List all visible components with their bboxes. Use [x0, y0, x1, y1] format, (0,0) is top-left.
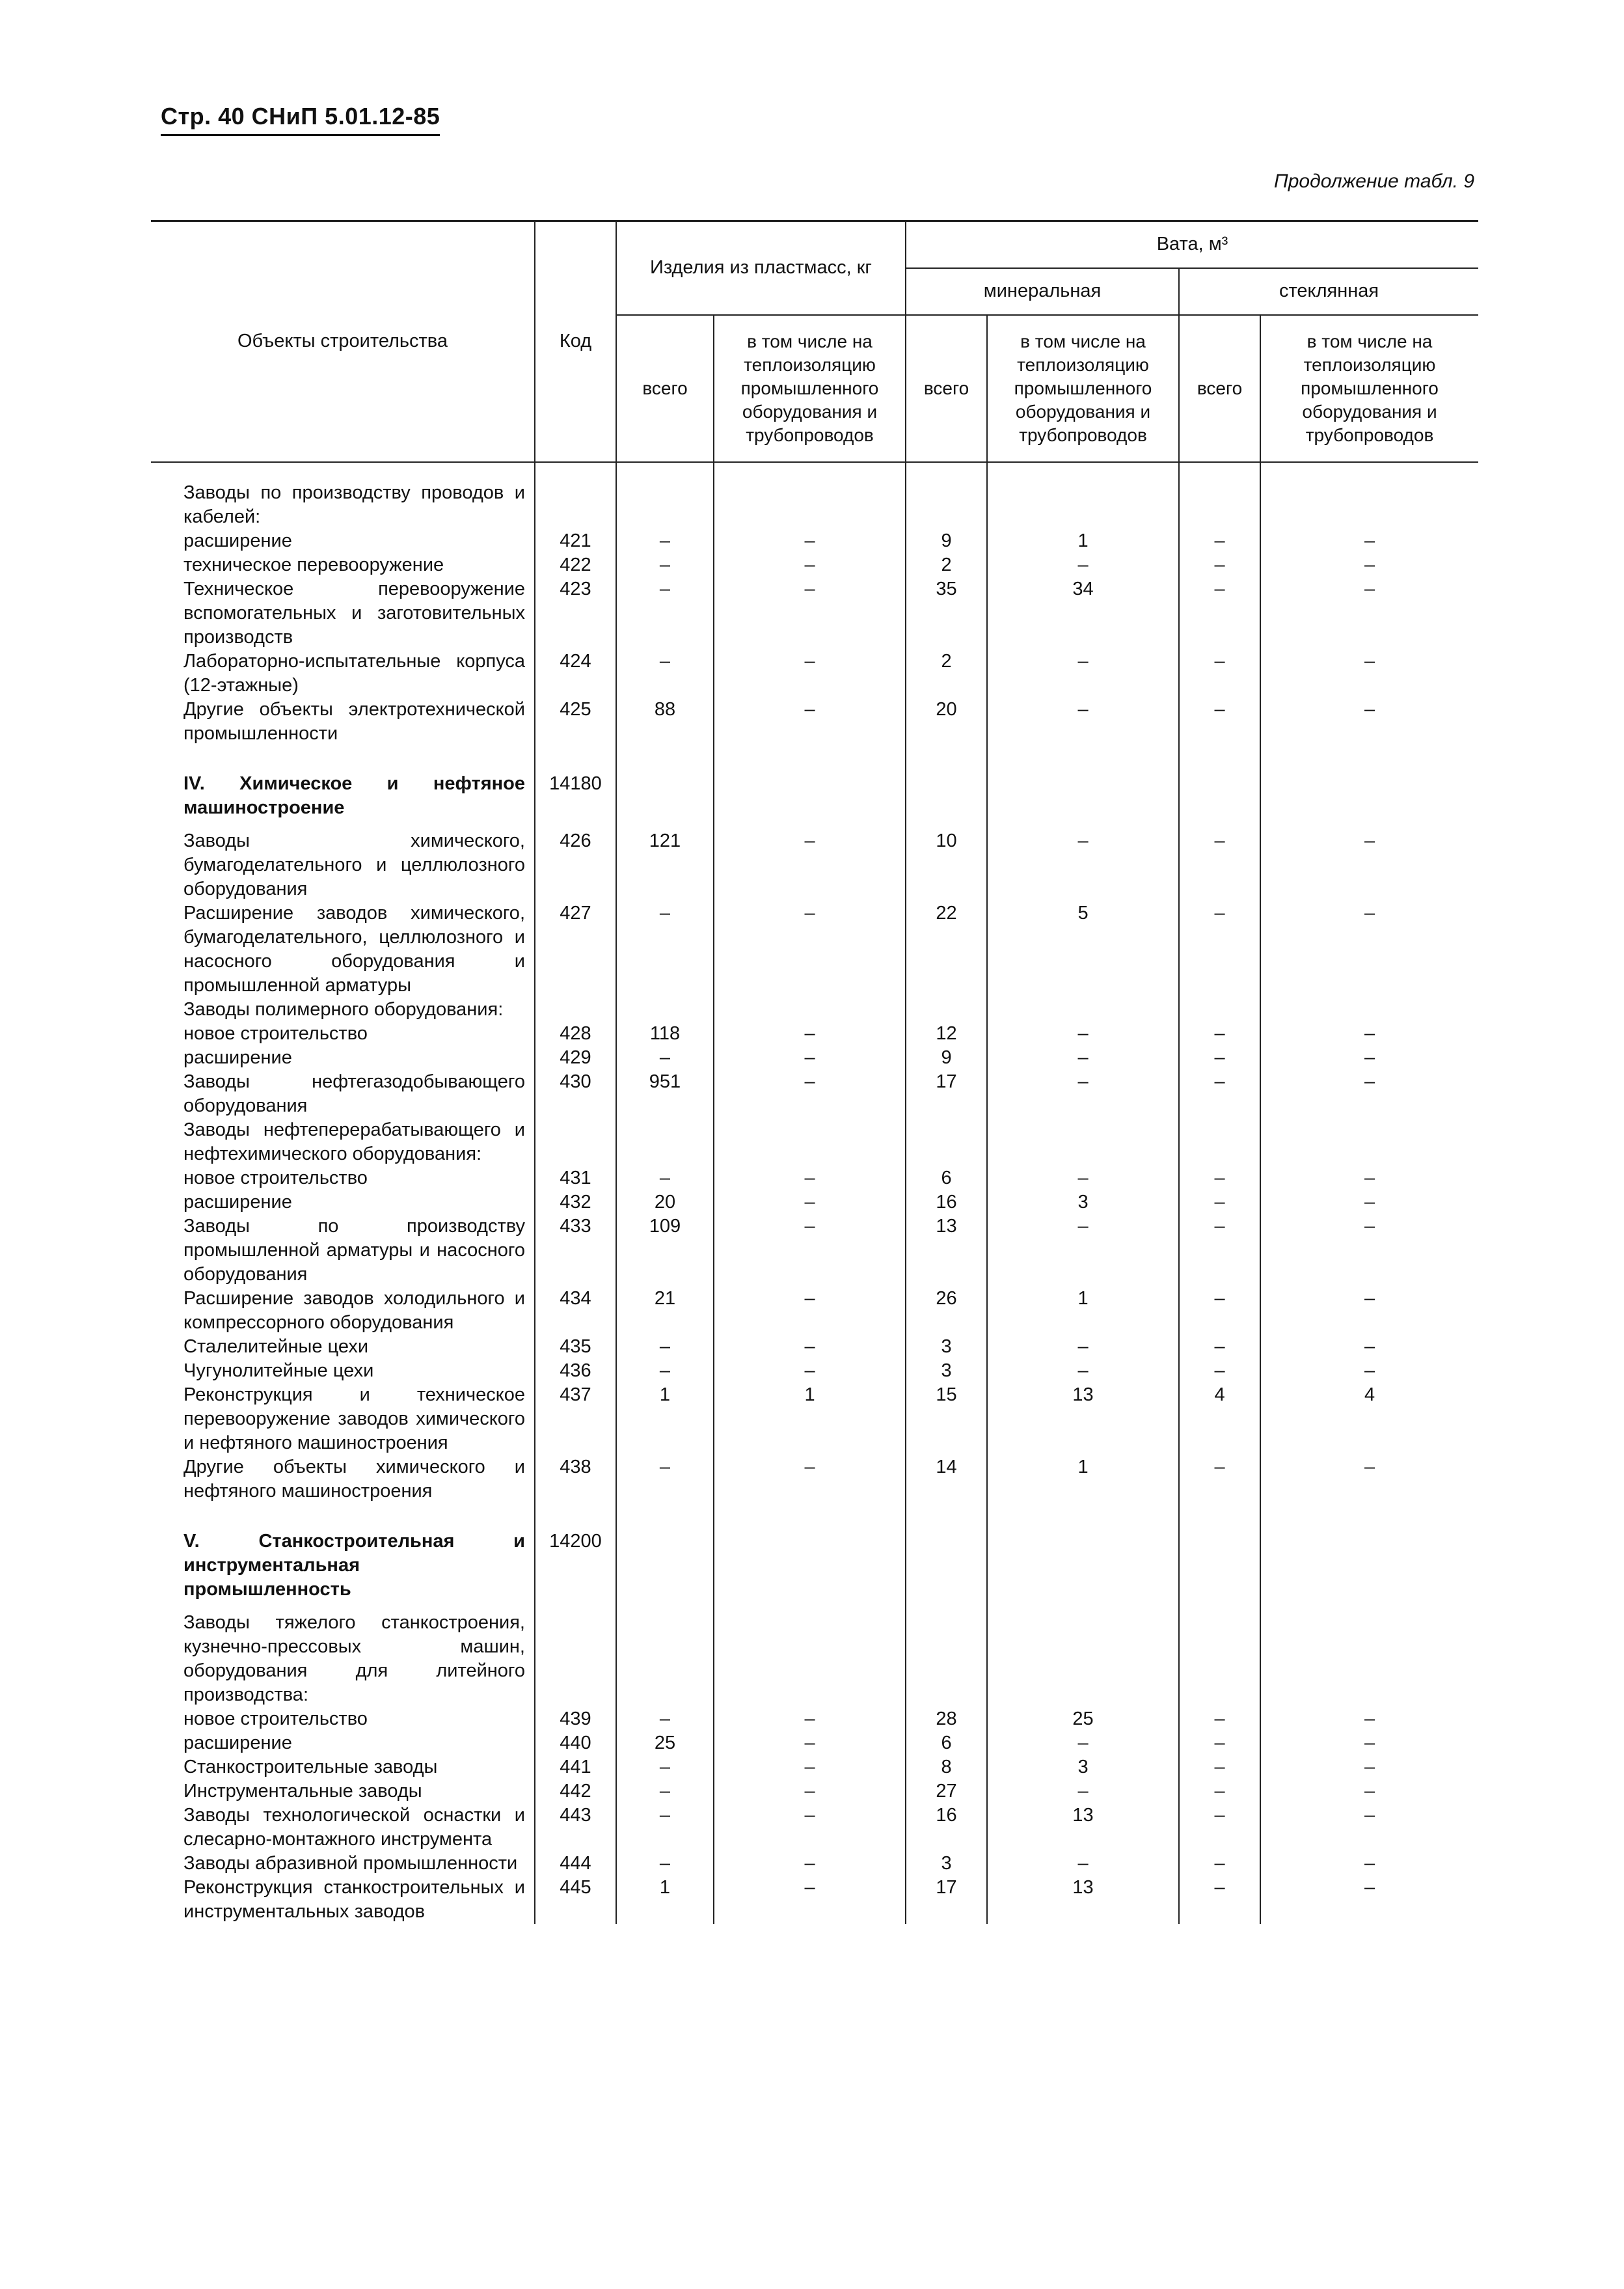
- mineral-including-cell: –: [987, 1022, 1179, 1046]
- glass-total-cell: –: [1179, 1214, 1260, 1287]
- table-row: [151, 1166, 1478, 1190]
- section-title: V. Станкостроительная и инструментальная промышленность: [183, 1530, 525, 1600]
- object-name: Другие объекты химического и нефтяного машиностроения: [183, 1456, 525, 1501]
- glass-total-cell: [1179, 1611, 1260, 1707]
- mineral-total-cell: 12: [906, 1022, 987, 1046]
- mineral-including-cell: –: [987, 829, 1179, 901]
- mineral-including-cell: [987, 746, 1179, 829]
- table-row: [151, 1359, 1478, 1383]
- plastics-including-cell: [714, 1503, 906, 1611]
- mineral-including-cell: 34: [987, 577, 1179, 650]
- object-name: Инструментальные заводы: [183, 1780, 422, 1802]
- plastics-total-cell: –: [616, 1359, 714, 1383]
- mineral-total-cell: 3: [906, 1359, 987, 1383]
- code-cell: 424: [535, 650, 616, 698]
- glass-total-cell: –: [1179, 577, 1260, 650]
- plastics-total-cell: 118: [616, 1022, 714, 1046]
- mineral-including-cell: 13: [987, 1876, 1179, 1924]
- glass-total-cell: –: [1179, 1287, 1260, 1335]
- mineral-total-cell: 6: [906, 1731, 987, 1755]
- object-name: Техническое перевооружение вспомогательных и заготовительных производств: [183, 578, 525, 648]
- plastics-including-cell: –: [714, 1335, 906, 1359]
- code-cell: 439: [535, 1707, 616, 1731]
- section-row: [151, 746, 1478, 829]
- mineral-including-cell: –: [987, 1166, 1179, 1190]
- mineral-total-cell: 27: [906, 1779, 987, 1803]
- code-cell: 442: [535, 1779, 616, 1803]
- plastics-including-cell: –: [714, 1190, 906, 1214]
- glass-including-cell: –: [1260, 529, 1478, 553]
- section-title: IV. Химическое и нефтяное машиностроение: [183, 773, 525, 818]
- plastics-including-cell: –: [714, 1707, 906, 1731]
- object-name: Заводы по производству промышленной арматуры и насосного оборудования: [183, 1215, 525, 1285]
- glass-total-cell: –: [1179, 1455, 1260, 1503]
- code-cell: 437: [535, 1383, 616, 1455]
- table-row: [151, 1335, 1478, 1359]
- mineral-total-cell: 3: [906, 1335, 987, 1359]
- mineral-total-cell: 15: [906, 1383, 987, 1455]
- mineral-total-cell: [906, 462, 987, 529]
- mineral-total-cell: 16: [906, 1190, 987, 1214]
- object-name: Расширение заводов химического, бумагоделательного, целлюлозного и насосного оборудования и промышленной арматуры: [183, 902, 525, 996]
- glass-including-cell: –: [1260, 1731, 1478, 1755]
- plastics-total-cell: –: [616, 1707, 714, 1731]
- glass-including-cell: –: [1260, 553, 1478, 577]
- glass-total-cell: –: [1179, 1852, 1260, 1876]
- code-cell: [535, 1611, 616, 1707]
- table-row: [151, 1803, 1478, 1852]
- glass-total-cell: –: [1179, 901, 1260, 998]
- plastics-total-cell: 1: [616, 1383, 714, 1455]
- mineral-total-cell: 22: [906, 901, 987, 998]
- table-continuation-label: Продолжение табл. 9: [1274, 171, 1474, 192]
- code-cell: 14200: [535, 1503, 616, 1611]
- glass-including-cell: –: [1260, 1876, 1478, 1924]
- mineral-total-cell: 35: [906, 577, 987, 650]
- table-row: [151, 1731, 1478, 1755]
- glass-including-cell: [1260, 1118, 1478, 1166]
- mineral-total-cell: 20: [906, 698, 987, 746]
- header-plastics-including: в том числе на теплоизоляцию промышленного оборудования и трубопроводов: [714, 315, 906, 462]
- glass-total-cell: [1179, 1118, 1260, 1166]
- mineral-including-cell: [987, 1611, 1179, 1707]
- mineral-including-cell: –: [987, 698, 1179, 746]
- table-row: [151, 1287, 1478, 1335]
- mineral-including-cell: [987, 1503, 1179, 1611]
- code-cell: 434: [535, 1287, 616, 1335]
- mineral-including-cell: –: [987, 650, 1179, 698]
- plastics-total-cell: –: [616, 650, 714, 698]
- glass-total-cell: –: [1179, 553, 1260, 577]
- code-cell: 441: [535, 1755, 616, 1779]
- mineral-including-cell: 13: [987, 1803, 1179, 1852]
- mineral-total-cell: [906, 1503, 987, 1611]
- table-row: [151, 1046, 1478, 1070]
- object-name: Реконструкция станкостроительных и инструментальных заводов: [183, 1876, 525, 1922]
- object-name: новое строительство: [183, 1167, 368, 1188]
- table-row: [151, 1611, 1478, 1707]
- plastics-total-cell: –: [616, 1852, 714, 1876]
- plastics-total-cell: 25: [616, 1731, 714, 1755]
- table-row: [151, 1022, 1478, 1046]
- glass-total-cell: –: [1179, 1731, 1260, 1755]
- code-cell: 423: [535, 577, 616, 650]
- mineral-including-cell: 3: [987, 1190, 1179, 1214]
- mineral-including-cell: –: [987, 1731, 1179, 1755]
- plastics-total-cell: –: [616, 1335, 714, 1359]
- mineral-including-cell: –: [987, 1852, 1179, 1876]
- glass-including-cell: –: [1260, 901, 1478, 998]
- glass-including-cell: [1260, 1611, 1478, 1707]
- plastics-total-cell: –: [616, 1166, 714, 1190]
- code-cell: 430: [535, 1070, 616, 1118]
- mineral-total-cell: 26: [906, 1287, 987, 1335]
- mineral-total-cell: 17: [906, 1876, 987, 1924]
- plastics-including-cell: –: [714, 1455, 906, 1503]
- mineral-including-cell: –: [987, 1214, 1179, 1287]
- plastics-total-cell: 20: [616, 1190, 714, 1214]
- mineral-total-cell: 17: [906, 1070, 987, 1118]
- table-row: [151, 1779, 1478, 1803]
- code-cell: 431: [535, 1166, 616, 1190]
- mineral-including-cell: –: [987, 1779, 1179, 1803]
- mineral-including-cell: 1: [987, 1455, 1179, 1503]
- plastics-including-cell: [714, 1118, 906, 1166]
- mineral-total-cell: [906, 998, 987, 1022]
- table-row: [151, 1707, 1478, 1731]
- object-name: Реконструкция и техническое перевооружение заводов химического и нефтяного машиностроения: [183, 1384, 525, 1453]
- table-row: [151, 1755, 1478, 1779]
- code-cell: 440: [535, 1731, 616, 1755]
- table-row: [151, 998, 1478, 1022]
- mineral-including-cell: –: [987, 1359, 1179, 1383]
- mineral-total-cell: [906, 1611, 987, 1707]
- table-row: [151, 1070, 1478, 1118]
- plastics-including-cell: –: [714, 1022, 906, 1046]
- glass-total-cell: [1179, 1503, 1260, 1611]
- code-cell: 444: [535, 1852, 616, 1876]
- plastics-including-cell: 1: [714, 1383, 906, 1455]
- glass-including-cell: –: [1260, 1455, 1478, 1503]
- table-row: [151, 1118, 1478, 1166]
- plastics-including-cell: –: [714, 1287, 906, 1335]
- object-name: Заводы полимерного оборудования:: [183, 998, 504, 1020]
- plastics-total-cell: –: [616, 901, 714, 998]
- table-row: [151, 577, 1478, 650]
- table-row: [151, 529, 1478, 553]
- code-cell: 425: [535, 698, 616, 746]
- glass-including-cell: –: [1260, 1779, 1478, 1803]
- code-cell: 429: [535, 1046, 616, 1070]
- object-name: Чугунолитейные цехи: [183, 1360, 374, 1381]
- plastics-including-cell: –: [714, 1779, 906, 1803]
- table-row: [151, 650, 1478, 698]
- glass-including-cell: –: [1260, 1287, 1478, 1335]
- code-cell: 436: [535, 1359, 616, 1383]
- mineral-total-cell: 10: [906, 829, 987, 901]
- glass-including-cell: [1260, 462, 1478, 529]
- plastics-total-cell: –: [616, 577, 714, 650]
- plastics-including-cell: –: [714, 1852, 906, 1876]
- glass-including-cell: –: [1260, 1070, 1478, 1118]
- code-cell: [535, 1118, 616, 1166]
- glass-total-cell: –: [1179, 1803, 1260, 1852]
- plastics-total-cell: –: [616, 529, 714, 553]
- header-code: Код: [535, 221, 616, 462]
- plastics-total-cell: [616, 746, 714, 829]
- object-name: новое строительство: [183, 1022, 368, 1044]
- glass-total-cell: –: [1179, 1022, 1260, 1046]
- mineral-total-cell: 9: [906, 529, 987, 553]
- glass-total-cell: –: [1179, 829, 1260, 901]
- glass-including-cell: –: [1260, 1803, 1478, 1852]
- plastics-total-cell: 21: [616, 1287, 714, 1335]
- table-row: [151, 1876, 1478, 1924]
- plastics-including-cell: –: [714, 901, 906, 998]
- glass-including-cell: –: [1260, 1707, 1478, 1731]
- code-cell: 14180: [535, 746, 616, 829]
- glass-including-cell: 4: [1260, 1383, 1478, 1455]
- table-row: [151, 1852, 1478, 1876]
- object-name: Заводы технологической оснастки и слесарно-монтажного инструмента: [183, 1804, 525, 1850]
- glass-total-cell: –: [1179, 698, 1260, 746]
- glass-including-cell: –: [1260, 1190, 1478, 1214]
- plastics-including-cell: –: [714, 1755, 906, 1779]
- table-row: [151, 1214, 1478, 1287]
- mineral-including-cell: –: [987, 1070, 1179, 1118]
- glass-including-cell: [1260, 746, 1478, 829]
- plastics-including-cell: –: [714, 529, 906, 553]
- table-row: [151, 901, 1478, 998]
- mineral-including-cell: [987, 1118, 1179, 1166]
- glass-total-cell: –: [1179, 1707, 1260, 1731]
- plastics-including-cell: [714, 746, 906, 829]
- glass-including-cell: –: [1260, 698, 1478, 746]
- object-name: расширение: [183, 1191, 292, 1213]
- glass-including-cell: –: [1260, 1335, 1478, 1359]
- plastics-including-cell: –: [714, 698, 906, 746]
- table-row: [151, 462, 1478, 529]
- glass-including-cell: [1260, 1503, 1478, 1611]
- code-cell: 435: [535, 1335, 616, 1359]
- plastics-total-cell: –: [616, 1803, 714, 1852]
- glass-total-cell: –: [1179, 1190, 1260, 1214]
- mineral-total-cell: 8: [906, 1755, 987, 1779]
- code-cell: 445: [535, 1876, 616, 1924]
- header-glass-total: всего: [1179, 315, 1260, 462]
- mineral-including-cell: 1: [987, 1287, 1179, 1335]
- plastics-including-cell: –: [714, 650, 906, 698]
- object-name: Заводы нефтеперерабатывающего и нефтехимического оборудования:: [183, 1119, 525, 1164]
- mineral-total-cell: 2: [906, 650, 987, 698]
- glass-including-cell: –: [1260, 577, 1478, 650]
- header-plastics: Изделия из пластмасс, кг: [616, 221, 906, 315]
- code-cell: 438: [535, 1455, 616, 1503]
- object-name: Заводы по производству проводов и кабелей:: [183, 482, 525, 527]
- glass-including-cell: –: [1260, 1022, 1478, 1046]
- mineral-total-cell: [906, 1118, 987, 1166]
- object-name: Расширение заводов холодильного и компрессорного оборудования: [183, 1287, 525, 1333]
- mineral-total-cell: 16: [906, 1803, 987, 1852]
- plastics-including-cell: –: [714, 1359, 906, 1383]
- code-cell: [535, 998, 616, 1022]
- header-mineral: минеральная: [906, 268, 1179, 315]
- plastics-including-cell: –: [714, 553, 906, 577]
- object-name: новое строительство: [183, 1708, 368, 1729]
- header-plastics-total: всего: [616, 315, 714, 462]
- table-row: [151, 1190, 1478, 1214]
- glass-total-cell: –: [1179, 1755, 1260, 1779]
- plastics-total-cell: 109: [616, 1214, 714, 1287]
- header-mineral-total: всего: [906, 315, 987, 462]
- plastics-total-cell: –: [616, 1046, 714, 1070]
- table-row: [151, 829, 1478, 901]
- object-name: Лабораторно-испытательные корпуса (12-этажные): [183, 650, 525, 696]
- plastics-total-cell: 121: [616, 829, 714, 901]
- glass-total-cell: –: [1179, 1166, 1260, 1190]
- object-name: Заводы нефтегазодобывающего оборудования: [183, 1071, 525, 1116]
- insulation-materials-table: [151, 220, 1478, 1924]
- glass-including-cell: –: [1260, 1046, 1478, 1070]
- glass-total-cell: –: [1179, 1876, 1260, 1924]
- plastics-including-cell: [714, 462, 906, 529]
- object-name: Станкостроительные заводы: [183, 1756, 438, 1777]
- mineral-total-cell: 3: [906, 1852, 987, 1876]
- object-name: Сталелитейные цехи: [183, 1336, 369, 1357]
- mineral-including-cell: [987, 998, 1179, 1022]
- mineral-total-cell: 9: [906, 1046, 987, 1070]
- plastics-total-cell: [616, 998, 714, 1022]
- plastics-including-cell: –: [714, 1166, 906, 1190]
- plastics-total-cell: 88: [616, 698, 714, 746]
- object-name: расширение: [183, 1047, 292, 1068]
- glass-including-cell: [1260, 998, 1478, 1022]
- glass-including-cell: –: [1260, 1359, 1478, 1383]
- glass-total-cell: –: [1179, 1359, 1260, 1383]
- object-name: техническое перевооружение: [183, 554, 444, 575]
- mineral-including-cell: 25: [987, 1707, 1179, 1731]
- mineral-including-cell: 1: [987, 529, 1179, 553]
- object-name: Заводы химического, бумагоделательного и целлюлозного оборудования: [183, 830, 525, 899]
- header-glass-including: в том числе на теплоизоляцию промышленного оборудования и трубопроводов: [1260, 315, 1478, 462]
- plastics-total-cell: –: [616, 1755, 714, 1779]
- mineral-including-cell: 13: [987, 1383, 1179, 1455]
- code-cell: [535, 462, 616, 529]
- header-mineral-including: в том числе на теплоизоляцию промышленного оборудования и трубопроводов: [987, 315, 1179, 462]
- mineral-total-cell: 14: [906, 1455, 987, 1503]
- glass-total-cell: –: [1179, 1046, 1260, 1070]
- plastics-including-cell: –: [714, 1803, 906, 1852]
- plastics-including-cell: –: [714, 1070, 906, 1118]
- plastics-including-cell: –: [714, 1731, 906, 1755]
- plastics-including-cell: [714, 998, 906, 1022]
- plastics-including-cell: –: [714, 1214, 906, 1287]
- table-row: [151, 1455, 1478, 1503]
- glass-including-cell: –: [1260, 829, 1478, 901]
- glass-total-cell: –: [1179, 1070, 1260, 1118]
- table-row: [151, 553, 1478, 577]
- mineral-including-cell: –: [987, 1335, 1179, 1359]
- code-cell: 443: [535, 1803, 616, 1852]
- table-body: [151, 462, 1478, 1924]
- plastics-total-cell: 951: [616, 1070, 714, 1118]
- code-cell: 428: [535, 1022, 616, 1046]
- section-row: [151, 1503, 1478, 1611]
- code-cell: 433: [535, 1214, 616, 1287]
- glass-total-cell: –: [1179, 529, 1260, 553]
- code-cell: 421: [535, 529, 616, 553]
- code-cell: 426: [535, 829, 616, 901]
- glass-total-cell: –: [1179, 1779, 1260, 1803]
- mineral-total-cell: 2: [906, 553, 987, 577]
- plastics-total-cell: [616, 462, 714, 529]
- glass-total-cell: –: [1179, 1335, 1260, 1359]
- mineral-total-cell: 13: [906, 1214, 987, 1287]
- plastics-including-cell: –: [714, 577, 906, 650]
- code-cell: 422: [535, 553, 616, 577]
- code-cell: 427: [535, 901, 616, 998]
- mineral-including-cell: –: [987, 1046, 1179, 1070]
- plastics-total-cell: –: [616, 553, 714, 577]
- mineral-including-cell: [987, 462, 1179, 529]
- object-name: Другие объекты электротехнической промышленности: [183, 698, 525, 744]
- plastics-total-cell: [616, 1611, 714, 1707]
- glass-total-cell: [1179, 746, 1260, 829]
- header-objects: Объекты строительства: [151, 221, 535, 462]
- plastics-including-cell: [714, 1611, 906, 1707]
- code-cell: 432: [535, 1190, 616, 1214]
- mineral-total-cell: [906, 746, 987, 829]
- glass-total-cell: 4: [1179, 1383, 1260, 1455]
- glass-including-cell: –: [1260, 1214, 1478, 1287]
- plastics-total-cell: –: [616, 1779, 714, 1803]
- mineral-total-cell: 28: [906, 1707, 987, 1731]
- glass-including-cell: –: [1260, 1166, 1478, 1190]
- plastics-total-cell: [616, 1118, 714, 1166]
- mineral-including-cell: 3: [987, 1755, 1179, 1779]
- plastics-including-cell: –: [714, 829, 906, 901]
- mineral-total-cell: 6: [906, 1166, 987, 1190]
- header-glass: стеклянная: [1179, 268, 1478, 315]
- plastics-including-cell: –: [714, 1876, 906, 1924]
- object-name: расширение: [183, 1732, 292, 1753]
- plastics-total-cell: 1: [616, 1876, 714, 1924]
- page-header: Стр. 40 СНиП 5.01.12-85: [161, 103, 440, 136]
- plastics-including-cell: –: [714, 1046, 906, 1070]
- mineral-including-cell: 5: [987, 901, 1179, 998]
- object-name: Заводы тяжелого станкостроения, кузнечно-прессовых машин, оборудования для литейного производства:: [183, 1611, 525, 1705]
- table-row: [151, 698, 1478, 746]
- header-wool: Вата, м³: [906, 221, 1478, 268]
- glass-including-cell: –: [1260, 1755, 1478, 1779]
- glass-total-cell: [1179, 462, 1260, 529]
- plastics-total-cell: [616, 1503, 714, 1611]
- table-row: [151, 1383, 1478, 1455]
- glass-including-cell: –: [1260, 650, 1478, 698]
- glass-total-cell: –: [1179, 650, 1260, 698]
- plastics-total-cell: –: [616, 1455, 714, 1503]
- object-name: Заводы абразивной промышленности: [183, 1852, 518, 1874]
- mineral-including-cell: –: [987, 553, 1179, 577]
- glass-including-cell: –: [1260, 1852, 1478, 1876]
- glass-total-cell: [1179, 998, 1260, 1022]
- object-name: расширение: [183, 530, 292, 551]
